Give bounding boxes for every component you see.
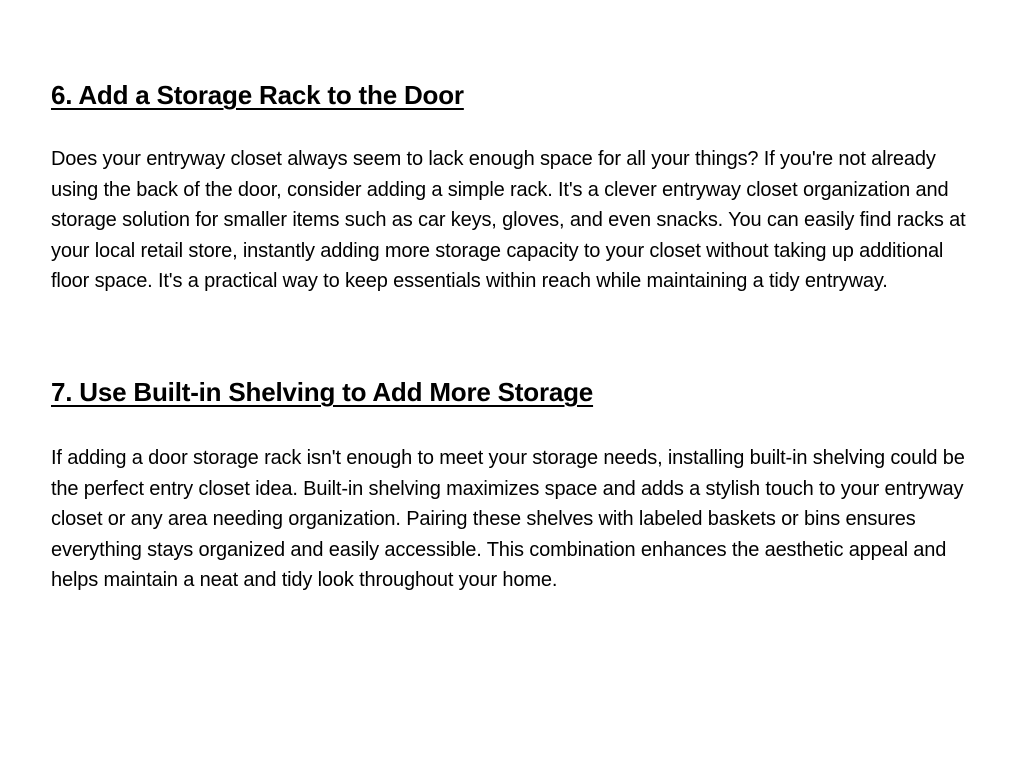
section-storage-rack	[51, 78, 975, 297]
section-heading: 7. Use Built-in Shelving to Add More Storage	[51, 377, 594, 407]
slide-content	[51, 0, 975, 768]
section-built-in-shelving	[51, 375, 975, 596]
section-body: Does your entryway closet always seem to lack enough space for all your things? If you're not already using the back of the door, consider adding a simple rack. It's a clever entryway closet organization and storage solution for smaller items such as car keys, gloves, and even snacks. You can easily find racks at your local retail store, instantly adding more storage capacity to your closet without taking up additional floor space. It's a practical way to keep essentials within reach while maintaining a tidy entryway.	[51, 148, 966, 292]
section-body: If adding a door storage rack isn't enough to meet your storage needs, installing built-in shelving could be the perfect entry closet idea. Built-in shelving maximizes space and adds a stylish touch to your entryway closet or any area needing organization. Pairing these shelves with labeled baskets or bins ensures everything stays organized and easily accessible. This combination enhances the aesthetic appeal and helps maintain a neat and tidy look throughout your home.	[51, 447, 965, 591]
section-heading: 6. Add a Storage Rack to the Door	[51, 80, 464, 110]
